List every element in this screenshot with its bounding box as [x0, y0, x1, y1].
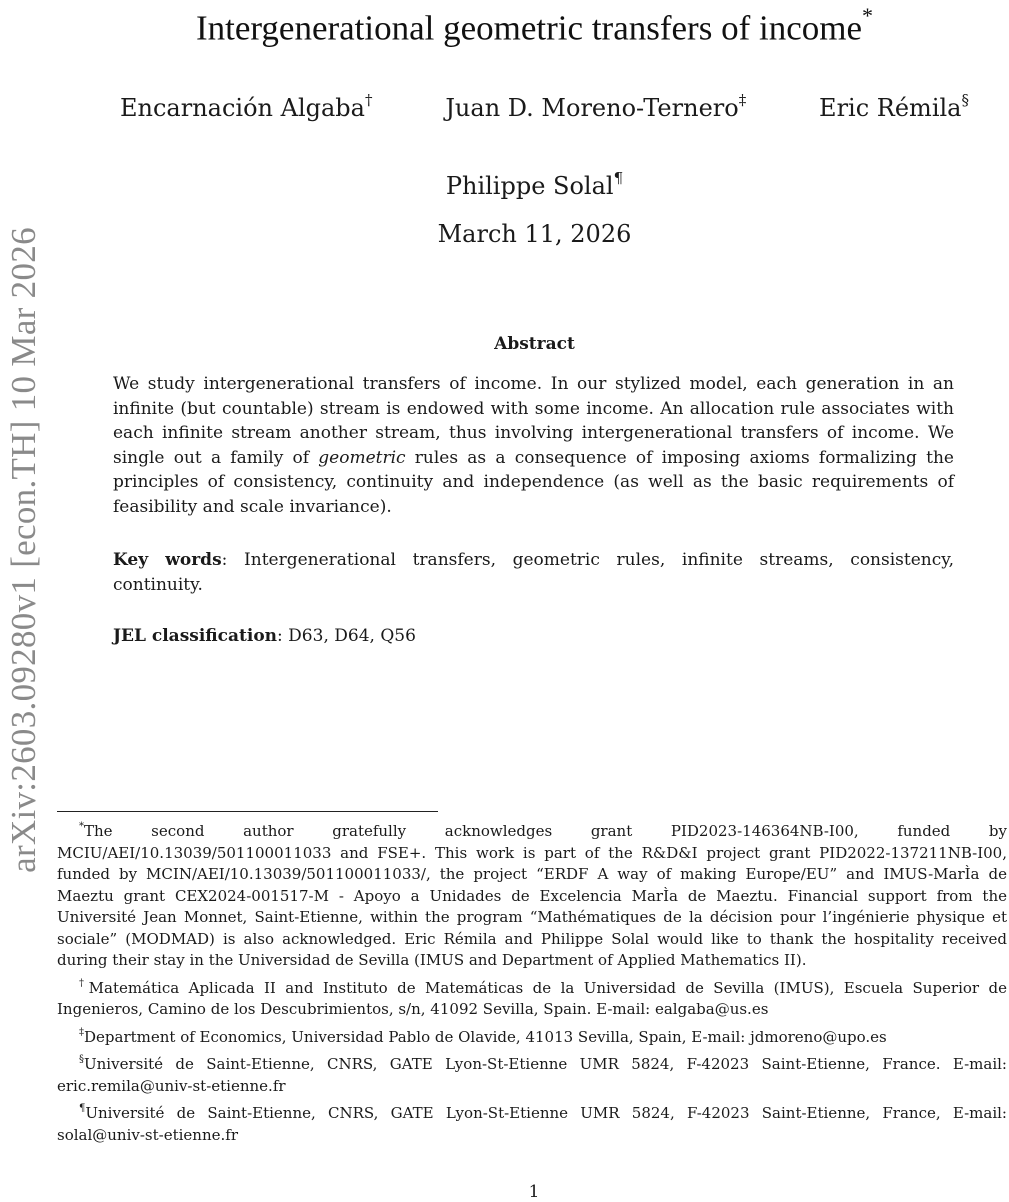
author-footnote-mark: † [364, 91, 373, 109]
footnote-separator [57, 811, 438, 812]
footnote-acknowledgment [57, 817, 1007, 972]
footnote-text: Université de Saint-Etienne, CNRS, GATE Lyon-St-Etienne UMR 5824, F-42023 Saint-Etienne, France, E-mail: solal@univ-st-etienne.fr [57, 1104, 1007, 1144]
author-name: Eric Rémila [819, 94, 962, 122]
footnote-text: Matemática Aplicada II and Instituto de Matemáticas de la Universidad de Sevilla (IMUS), Escuela Superior de Ingenieros, Camino de los Descubrimientos, s/n, 41092 Sevilla, Spain. E-mail: ealgaba@us.es [57, 978, 1007, 1018]
author-footnote-mark: § [961, 91, 969, 109]
keywords-label: Key words [113, 550, 222, 570]
footnote-mark: † [79, 977, 89, 989]
abstract-text-part2: rules as a consequence of imposing axioms formalizing the principles of consistency, continuity and independence (as well as the basic requirements of feasibility and scale invariance). [113, 447, 954, 517]
abstract-heading: Abstract [494, 334, 575, 354]
footnote-mark: § [79, 1054, 84, 1065]
author-remila [819, 86, 969, 124]
footnote-mark: ¶ [79, 1103, 86, 1114]
author-name: Philippe Solal [445, 172, 614, 200]
author-list [120, 86, 969, 124]
footnote-text: Université de Saint-Etienne, CNRS, GATE Lyon-St-Etienne UMR 5824, F-42023 Saint-Etienne, France. E-mail: eric.remila@univ-st-etienne.fr [57, 1055, 1007, 1095]
jel-text: : D63, D64, Q56 [277, 626, 416, 646]
paper-title-text: Intergenerational geometric transfers of income [195, 8, 862, 48]
author-name: Juan D. Moreno-Ternero [445, 94, 739, 122]
footnote-text: Department of Economics, Universidad Pablo de Olavide, 41013 Sevilla, Spain, E-mail: jdmoreno@upo.es [84, 1027, 887, 1046]
footnote-text: The second author gratefully acknowledges grant PID2023-146364NB-I00, funded by MCIU/AEI/10.13039/501100011033 and FSE+. This work is part of the R&D&I project grant PID2022-137211NB-I00, funded by MCIN/AEI/10.13039/501100011033/, the project “ERDF A way of making Europe/EU” and IMUS-MarÌa de Maeztu grant CEX2024-001517-M - Apoyo a Unidades de Excelencia MarÌa de Maeztu. Financial support from the Université Jean Monnet, Saint-Etienne, within the program “Mathématiques de la décision pour l’ingénierie physique et sociale” (MODMAD) is also acknowledged. Eric Rémila and Philippe Solal would like to thank the hospitality received during their stay in the Universidad de Sevilla (IMUS and Department of Applied Mathematics II). [57, 822, 1007, 969]
author-footnote-mark: ‡ [738, 91, 747, 109]
footnote-algaba-affiliation [57, 974, 1007, 1021]
author-solal [60, 164, 1009, 202]
paper-date: March 11, 2026 [437, 220, 632, 248]
author-moreno-ternero [445, 86, 746, 124]
author-algaba [120, 86, 372, 124]
arxiv-identifier-stamp: arXiv:2603.09280v1 [econ.TH] 10 Mar 2026 [4, 227, 43, 873]
page-number: 1 [528, 1182, 540, 1202]
title-footnote-mark: * [862, 3, 873, 28]
footnote-moreno-ternero-affiliation [57, 1023, 1007, 1049]
footnote-mark: * [79, 821, 84, 832]
footnote-solal-affiliation [57, 1099, 1007, 1146]
abstract-text-part1: We study intergenerational transfers of income. In our stylized model, each generation in an infinite (but countable) stream is endowed with some income. An allocation rule associates with each infinite stream another stream, thus involving intergenerational transfers of income. We single out a family of [113, 374, 954, 468]
abstract-body [113, 372, 954, 520]
author-footnote-mark: ¶ [613, 169, 624, 187]
footnote-remila-affiliation [57, 1050, 1007, 1097]
footnotes-block [57, 817, 1007, 1148]
author-name: Encarnación Algaba [120, 94, 365, 122]
jel-classification-line [113, 624, 954, 649]
abstract-emphasis: geometric [318, 447, 406, 468]
keywords-text: : Intergenerational transfers, geometric rules, infinite streams, consistency, continuity. [113, 550, 955, 595]
footnote-mark: ‡ [79, 1026, 84, 1038]
keywords-line [113, 548, 954, 597]
jel-label: JEL classification [113, 626, 278, 646]
paper-title [60, 0, 1009, 49]
